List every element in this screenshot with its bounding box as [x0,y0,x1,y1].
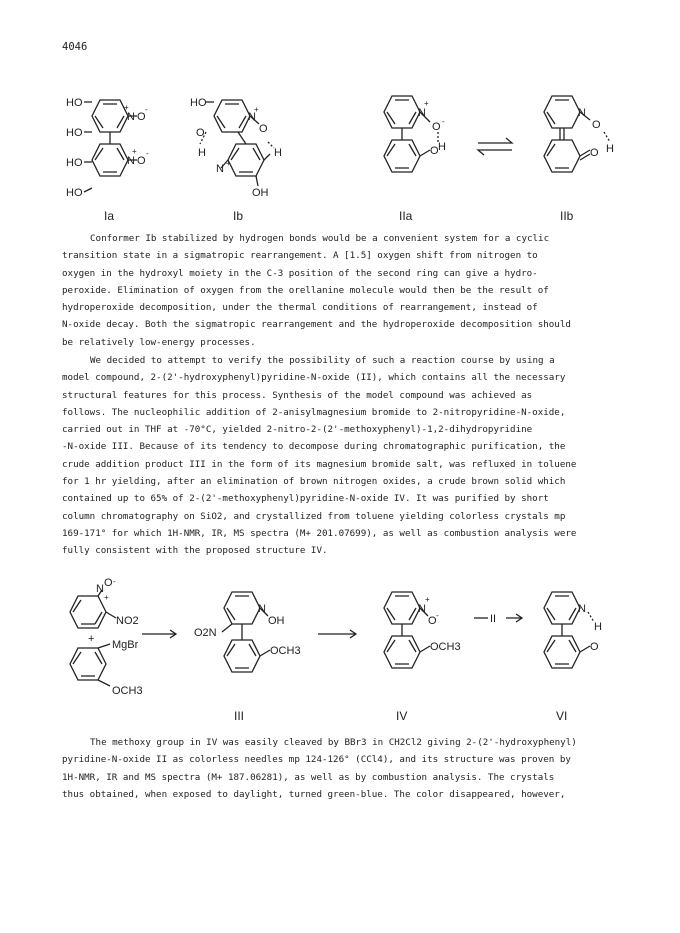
ib-n-top: N [248,111,256,123]
ia-n-bottom: N [127,155,135,167]
p2-line: fully consistent with the proposed structure IV. [62,545,328,557]
ib-n-bottom: N [216,163,224,175]
s2-n-vi: N [578,603,586,615]
ib-h-right: H [274,147,282,159]
iia-n: N [418,107,426,119]
p2-line: -N-oxide III. Because of its tendency to decompose during chromatographic purification, the [62,441,566,453]
p1-line: N-oxide decay. Both the sigmatropic rearrangement and the hydroperoxide decomposition should [62,319,571,331]
s2-h-vi: H [594,621,602,633]
iia-o-top: O [432,121,441,133]
iia-h: H [438,141,446,153]
ib-o-left: O [196,127,205,139]
s2-n-iv: N [418,603,426,615]
label-iii: III [234,709,245,723]
s2-och3-iii: OCH3 [270,645,301,657]
scheme-1 [0,88,680,228]
s2-reagent-ii: II [490,613,497,625]
s2-plus-sign: + [88,633,95,645]
p3-line: thus obtained, when exposed to daylight, turned green-blue. The color disappeared, however, [62,788,566,800]
s2-minus-iv: - [436,611,439,620]
iib-o-bottom: O [590,147,599,159]
p2-line: crude addition product III in the form of its magnesium bromide salt, was refluxed in toluene [62,458,577,470]
ib-oh-bottom: OH [252,187,269,199]
iia-o-bottom: O [430,145,439,157]
p2-line: We decided to attempt to verify the possibility of such a reaction course by using a [90,355,555,366]
s2-o-iv: O [428,615,437,627]
s2-och3-iv: OCH3 [430,641,461,653]
p1-line: hydroperoxide decomposition, under the thermal conditions of rearrangement, instead of [62,302,538,314]
paragraph-2 [62,352,622,560]
s2-n-nitropyridine: N [96,583,104,595]
ib-o-top: O [259,123,268,135]
label-iia: IIa [399,209,413,223]
s2-n-iii: N [258,603,266,615]
p2-line: contained up to 65% of 2-(2'-methoxyphenyl)pyridine-N-oxide IV. It was purified by short [62,493,549,505]
label-ib: Ib [233,209,244,223]
s2-minus-nitropyridine: - [113,578,116,586]
iib-n: N [578,107,586,119]
ia-plus-top: + [124,103,129,112]
label-vi: VI [556,709,568,723]
s2-no2: NO2 [116,615,139,627]
p2-line: follows. The nucleophilic addition of 2-anisylmagnesium bromide to 2-nitropyridine-N-oxide, [62,406,566,418]
label-iib: IIb [560,209,574,223]
ia-ho-4: HO [66,187,83,199]
p2-line: 169-171° for which 1H-NMR, IR, MS spectra (M+ 201.07699), as well as combustion analysis were [62,527,577,539]
s2-o-vi: O [590,641,599,653]
ia-ho-3: HO [66,157,83,169]
ib-ho-top: HO [190,97,207,109]
p1-line: peroxide. Elimination of oxygen from the orellanine molecule would then be the result of [62,284,549,296]
iib-o-top: O [592,119,601,131]
p2-line: model compound, 2-(2'-hydroxyphenyl)pyridine-N-oxide (II), which contains all the necessary [62,372,566,384]
s2-plus-iv: + [425,595,430,604]
p2-line: structural features for this process. Synthesis of the model compound was achieved as [62,389,533,401]
p1-line: be relatively low-energy processes. [62,336,256,348]
ib-plus-top: + [254,105,259,114]
p2-line: carried out in THF at -70°C, yielded 2-nitro-2-(2'-methoxyphenyl)-1,2-dihydropyridine [62,424,533,436]
iia-minus: - [442,117,445,126]
ia-o-top: O [137,111,146,123]
scheme-2-drawing [0,578,680,728]
s2-oh-iii: OH [268,615,285,627]
s2-mgbr: MgBr [112,639,139,651]
scheme-1-drawing [0,88,680,228]
s2-och3-grignard: OCH3 [112,685,143,697]
ia-ho-top: HO [66,97,83,109]
p1-line: Conformer Ib stabilized by hydrogen bonds would be a convenient system for a cyclic [90,233,550,244]
ib-plus-bottom: + [226,159,231,168]
ia-minus-top: - [145,105,148,114]
label-ia: Ia [104,209,115,223]
p1-line: oxygen in the hydroxyl moiety in the C-3 position of the second ring can give a hydro- [62,267,538,279]
paragraph-3 [62,734,622,803]
ia-minus-bottom: - [146,149,149,158]
paragraph-1 [62,230,622,351]
ia-n-top: N [127,111,135,123]
p3-line: pyridine-N-oxide II as colorless needles mp 124-126° (CCl4), and its structure was proven by [62,754,571,766]
p1-line: transition state in a sigmatropic rearrangement. A [1.5] oxygen shift from nitrogen to [62,250,538,262]
iia-plus: + [424,99,429,108]
label-iv: IV [396,709,408,723]
s2-o-nitropyridine: O [104,578,113,589]
scheme-2 [0,578,680,728]
ia-o-bottom: O [137,155,146,167]
p2-line: for 1 hr yielding, after an elimination of brown nitrogen oxides, a crude brown solid which [62,476,566,488]
p3-line: The methoxy group in IV was easily cleaved by BBr3 in CH2Cl2 giving 2-(2'-hydroxyphenyl) [90,737,577,748]
ib-h-left: H [198,147,206,159]
iib-h: H [606,143,614,155]
page-number: 4046 [62,41,88,53]
ia-ho-2: HO [66,127,83,139]
p3-line: 1H-NMR, IR and MS spectra (M+ 187.06281), as well as by combustion analysis. The crystals [62,771,555,783]
ia-plus-bottom: + [132,147,137,156]
s2-o2n: O2N [194,627,217,639]
s2-plus-nitropyridine: + [104,593,109,602]
p2-line: column chromatography on SiO2, and crystallized from toluene yielding colorless crystals mp [62,510,566,522]
